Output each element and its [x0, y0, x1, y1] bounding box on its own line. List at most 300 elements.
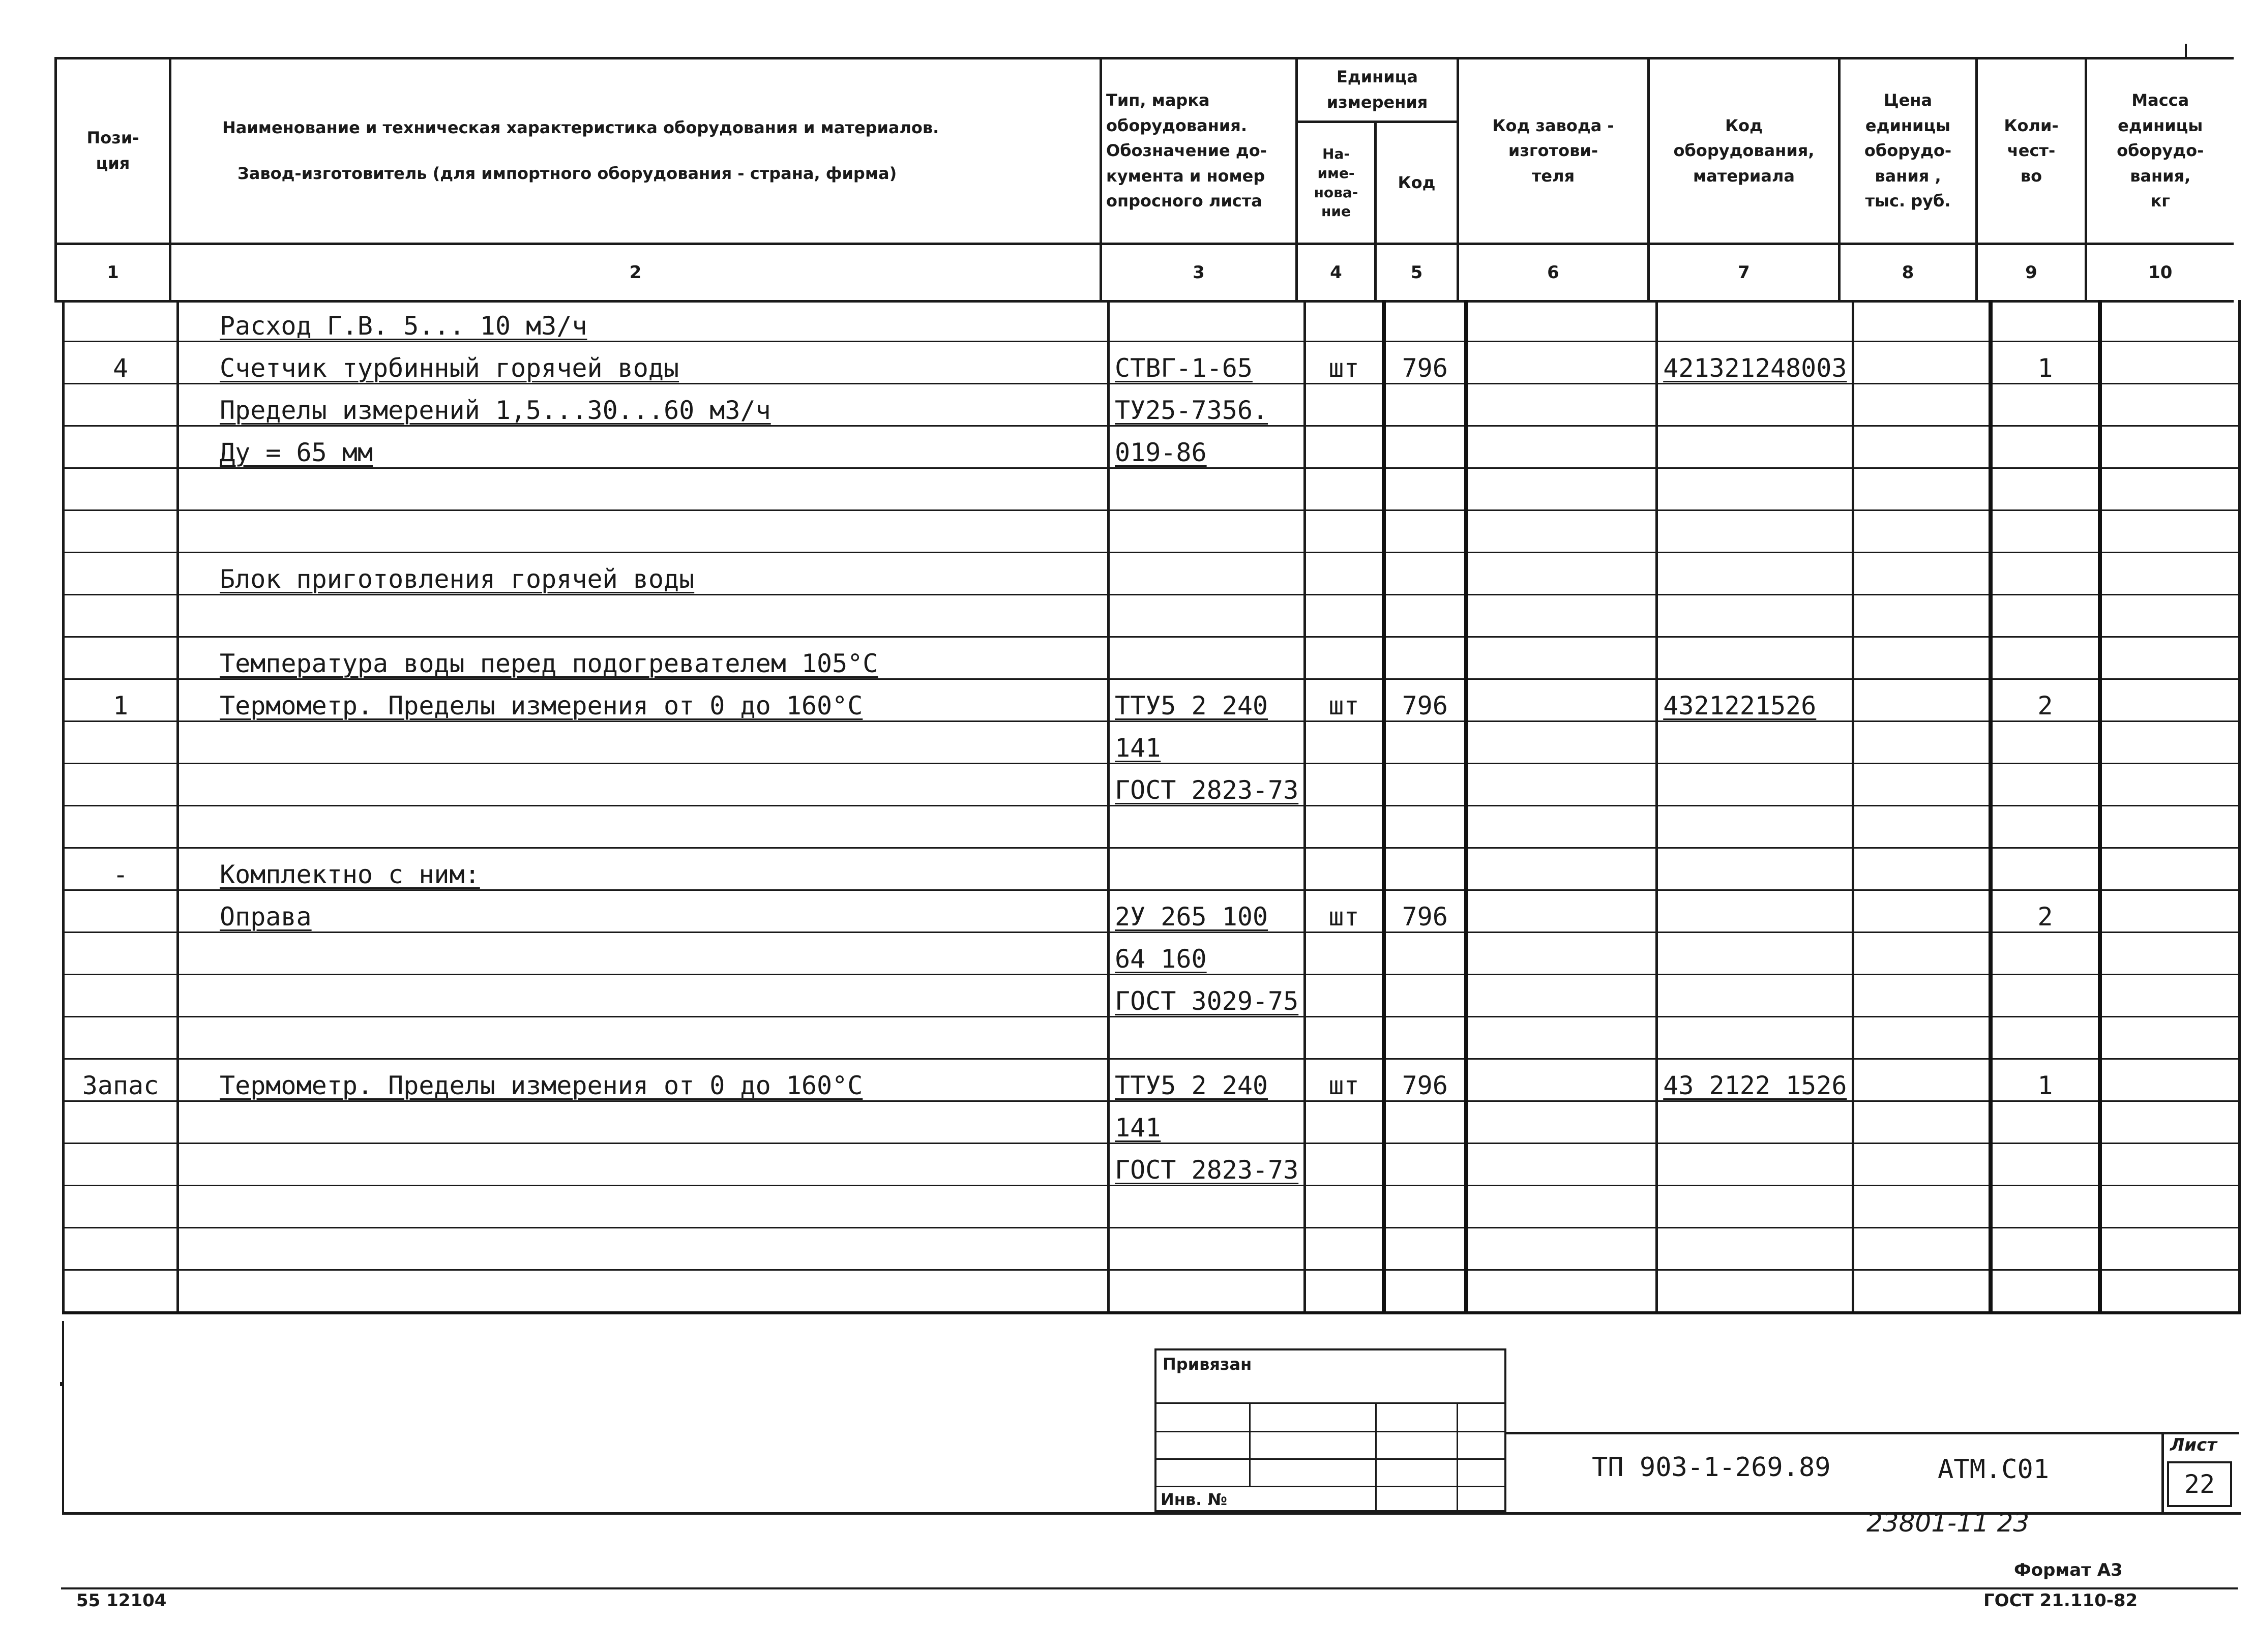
cell-name-text: Счетчик турбинный горячей воды — [220, 353, 679, 383]
cell-type — [1109, 1228, 1305, 1270]
cell-price — [1853, 300, 1991, 342]
cell-price — [1853, 510, 1991, 553]
cell-mass — [2100, 1144, 2240, 1186]
col-num-4: 4 — [1297, 244, 1376, 302]
table-row — [64, 933, 2240, 975]
hdr-position: Пози- ция — [56, 58, 170, 244]
cell-equip-code — [1657, 553, 1853, 595]
cell-name — [178, 300, 1109, 342]
cell-plant-code — [1466, 933, 1657, 975]
cell-type — [1109, 1059, 1305, 1101]
cell-price — [1853, 890, 1991, 933]
cell-type-text: 141 — [1115, 1113, 1161, 1143]
cell-plant-code — [1466, 806, 1657, 848]
cell-unit-code — [1384, 510, 1466, 553]
cell-price — [1853, 1186, 1991, 1228]
cell-unit-text: шт — [1328, 1071, 1359, 1100]
cell-qty-text: 1 — [2037, 1071, 2053, 1100]
cell-qty — [1991, 764, 2100, 806]
cell-plant-code — [1466, 1186, 1657, 1228]
cell-unit-code — [1384, 1017, 1466, 1059]
cell-name — [178, 553, 1109, 595]
cell-position — [64, 637, 178, 679]
cell-equip-code — [1657, 722, 1853, 764]
cell-type — [1109, 1144, 1305, 1186]
inventory-label: Инв. № — [1161, 1490, 1227, 1509]
cell-name — [178, 384, 1109, 426]
cell-price — [1853, 764, 1991, 806]
cell-plant-code — [1466, 595, 1657, 637]
cell-type — [1109, 1101, 1305, 1144]
hdr-unit-group: Единица измерения — [1297, 58, 1458, 122]
document-code: ТП 903-1-269.89 — [1592, 1452, 1831, 1483]
cell-price — [1853, 384, 1991, 426]
cell-unit-code — [1384, 1186, 1466, 1228]
cell-mass — [2100, 722, 2240, 764]
cell-equip-code-text: 4321221526 — [1663, 691, 1817, 720]
cell-type — [1109, 679, 1305, 722]
cell-position — [64, 933, 178, 975]
cell-type — [1109, 975, 1305, 1017]
cell-name — [178, 510, 1109, 553]
cell-type — [1109, 426, 1305, 468]
cell-name — [178, 679, 1109, 722]
cell-unit-code — [1384, 1101, 1466, 1144]
cell-name — [178, 722, 1109, 764]
table-row — [64, 342, 2240, 384]
cell-position — [64, 890, 178, 933]
cell-equip-code — [1657, 933, 1853, 975]
cell-name — [178, 1270, 1109, 1313]
cell-plant-code — [1466, 468, 1657, 510]
cell-unit — [1305, 342, 1384, 384]
footer-line — [61, 1587, 2238, 1589]
cell-unit-code-text: 796 — [1402, 691, 1448, 720]
cell-unit-code — [1384, 764, 1466, 806]
cell-type — [1109, 553, 1305, 595]
cell-equip-code — [1657, 1270, 1853, 1313]
cell-plant-code — [1466, 1017, 1657, 1059]
sheet-number: 22 — [2167, 1461, 2232, 1507]
cell-equip-code — [1657, 764, 1853, 806]
cell-mass — [2100, 300, 2240, 342]
cell-qty — [1991, 806, 2100, 848]
footer-standard: ГОСТ 21.110-82 — [1983, 1590, 2138, 1611]
table-row — [64, 679, 2240, 722]
cell-position — [64, 300, 178, 342]
cell-qty — [1991, 510, 2100, 553]
cell-qty-text: 2 — [2037, 691, 2053, 720]
cell-qty — [1991, 637, 2100, 679]
cell-position — [64, 1144, 178, 1186]
cell-unit — [1305, 1228, 1384, 1270]
title-block-line — [1506, 1432, 2239, 1434]
col-num-3: 3 — [1101, 244, 1297, 302]
cell-equip-code — [1657, 595, 1853, 637]
cell-unit-code-text: 796 — [1402, 902, 1448, 932]
table-row — [64, 426, 2240, 468]
cell-mass — [2100, 1101, 2240, 1144]
cell-unit — [1305, 848, 1384, 890]
cell-type — [1109, 468, 1305, 510]
cell-price — [1853, 553, 1991, 595]
cell-type — [1109, 890, 1305, 933]
cell-position — [64, 595, 178, 637]
sheet-box — [2161, 1432, 2238, 1512]
cell-qty-text: 2 — [2037, 902, 2053, 932]
table-row — [64, 848, 2240, 890]
cell-qty — [1991, 595, 2100, 637]
header-table — [54, 57, 2234, 303]
table-row — [64, 553, 2240, 595]
cell-position — [64, 384, 178, 426]
format-label: Формат А3 — [2014, 1560, 2123, 1580]
cell-qty — [1991, 975, 2100, 1017]
cell-mass — [2100, 890, 2240, 933]
cell-equip-code — [1657, 806, 1853, 848]
cell-type — [1109, 342, 1305, 384]
cell-unit — [1305, 1017, 1384, 1059]
cell-unit — [1305, 426, 1384, 468]
cell-type — [1109, 595, 1305, 637]
cell-plant-code — [1466, 384, 1657, 426]
cell-unit-code — [1384, 806, 1466, 848]
cell-equip-code — [1657, 890, 1853, 933]
hdr-type: Тип, марка оборудования. Обозначение до- кумента и номер опросного листа — [1101, 58, 1297, 244]
cell-name-text: Комплектно с ним: — [220, 860, 480, 889]
cell-position — [64, 679, 178, 722]
cell-position-text: 4 — [112, 353, 129, 383]
col-num-9: 9 — [1977, 244, 2086, 302]
cell-type — [1109, 300, 1305, 342]
cell-plant-code — [1466, 890, 1657, 933]
cell-price — [1853, 595, 1991, 637]
cell-type — [1109, 1270, 1305, 1313]
cell-name-text: Ду = 65 мм — [220, 438, 373, 467]
cell-equip-code — [1657, 1059, 1853, 1101]
cell-equip-code — [1657, 426, 1853, 468]
cell-unit-code — [1384, 595, 1466, 637]
document-mark: АТМ.С01 — [1938, 1454, 2050, 1485]
cell-unit — [1305, 679, 1384, 722]
hdr-name: Наименование и техническая характеристика оборудования и материалов. Завод-изготовитель (для импортного оборудования - страна, фирма) — [170, 58, 1101, 244]
cell-qty — [1991, 1017, 2100, 1059]
cell-type-text: 64 160 — [1115, 944, 1207, 974]
cell-plant-code — [1466, 1144, 1657, 1186]
cell-unit — [1305, 1144, 1384, 1186]
table-row — [64, 1101, 2240, 1144]
stamp-vline — [1457, 1402, 1458, 1512]
cell-mass — [2100, 1017, 2240, 1059]
cell-qty — [1991, 1059, 2100, 1101]
cell-position — [64, 342, 178, 384]
cell-position — [64, 806, 178, 848]
cell-name — [178, 637, 1109, 679]
cell-unit — [1305, 510, 1384, 553]
cell-unit — [1305, 1270, 1384, 1313]
cell-equip-code — [1657, 1228, 1853, 1270]
spec-table — [62, 300, 2241, 1314]
cell-position — [64, 1059, 178, 1101]
cell-unit-code-text: 796 — [1402, 353, 1448, 383]
cell-type — [1109, 384, 1305, 426]
cell-type-text: 019-86 — [1115, 438, 1207, 467]
cell-mass — [2100, 975, 2240, 1017]
cell-equip-code — [1657, 342, 1853, 384]
cell-type-text: ТТУ5 2 240 — [1115, 1071, 1268, 1100]
cell-unit — [1305, 595, 1384, 637]
cell-mass — [2100, 848, 2240, 890]
table-row — [64, 468, 2240, 510]
cell-equip-code — [1657, 384, 1853, 426]
cell-type — [1109, 722, 1305, 764]
cell-equip-code — [1657, 975, 1853, 1017]
cell-price — [1853, 1270, 1991, 1313]
cell-unit-code — [1384, 1228, 1466, 1270]
cell-price — [1853, 933, 1991, 975]
cell-name-text: Блок приготовления горячей воды — [220, 564, 695, 594]
table-row — [64, 1017, 2240, 1059]
cell-name — [178, 890, 1109, 933]
table-row — [64, 1228, 2240, 1270]
cell-plant-code — [1466, 1059, 1657, 1101]
cell-mass — [2100, 468, 2240, 510]
cell-type — [1109, 764, 1305, 806]
table-row — [64, 510, 2240, 553]
cell-unit — [1305, 1059, 1384, 1101]
hdr-mass: Масса единицы оборудо- вания, кг — [2086, 58, 2234, 244]
cell-mass — [2100, 637, 2240, 679]
cell-position — [64, 468, 178, 510]
stamp-line — [1156, 1431, 1504, 1432]
cell-unit — [1305, 933, 1384, 975]
cell-price — [1853, 722, 1991, 764]
cell-qty — [1991, 342, 2100, 384]
cell-unit — [1305, 806, 1384, 848]
cell-unit-code — [1384, 468, 1466, 510]
cell-qty — [1991, 384, 2100, 426]
cell-plant-code — [1466, 722, 1657, 764]
cell-equip-code — [1657, 848, 1853, 890]
cell-unit — [1305, 764, 1384, 806]
cell-qty — [1991, 890, 2100, 933]
table-row — [64, 764, 2240, 806]
cell-plant-code — [1466, 426, 1657, 468]
table-row — [64, 595, 2240, 637]
cell-qty — [1991, 848, 2100, 890]
col-num-2: 2 — [170, 244, 1101, 302]
cell-unit-code — [1384, 1144, 1466, 1186]
cell-mass — [2100, 342, 2240, 384]
cell-unit-code — [1384, 1059, 1466, 1101]
cell-unit-code — [1384, 890, 1466, 933]
cell-unit-text: шт — [1328, 691, 1359, 720]
cell-type-text: ГОСТ 2823-73 — [1115, 1155, 1299, 1185]
cell-type — [1109, 510, 1305, 553]
cell-name — [178, 468, 1109, 510]
cell-unit-code — [1384, 975, 1466, 1017]
cell-name — [178, 975, 1109, 1017]
cell-plant-code — [1466, 764, 1657, 806]
cell-unit-text: шт — [1328, 902, 1359, 932]
cell-mass — [2100, 764, 2240, 806]
cell-position — [64, 722, 178, 764]
cell-name — [178, 1144, 1109, 1186]
stamp-vline — [1375, 1402, 1377, 1512]
cell-qty — [1991, 468, 2100, 510]
cell-position — [64, 1270, 178, 1313]
stamp-vline — [1249, 1402, 1251, 1486]
cell-type-text: ТТУ5 2 240 — [1115, 691, 1268, 720]
cell-price — [1853, 806, 1991, 848]
cell-equip-code — [1657, 679, 1853, 722]
cell-type — [1109, 637, 1305, 679]
cell-plant-code — [1466, 1228, 1657, 1270]
table-row — [64, 890, 2240, 933]
cell-unit-code — [1384, 426, 1466, 468]
cell-mass — [2100, 679, 2240, 722]
cell-unit-code — [1384, 1270, 1466, 1313]
stamp-line — [1156, 1486, 1504, 1487]
cell-qty — [1991, 300, 2100, 342]
hdr-unit-name: На- име- нова- ние — [1297, 122, 1376, 244]
cell-mass — [2100, 1228, 2240, 1270]
cell-price — [1853, 1144, 1991, 1186]
cell-unit-code — [1384, 300, 1466, 342]
cell-type-text: ТУ25-7356. — [1115, 396, 1268, 425]
cell-mass — [2100, 1186, 2240, 1228]
col-num-7: 7 — [1649, 244, 1840, 302]
table-row — [64, 1186, 2240, 1228]
cell-position-text: 1 — [112, 691, 129, 720]
bottom-frame — [62, 1321, 2241, 1515]
cell-unit — [1305, 468, 1384, 510]
cell-price — [1853, 1228, 1991, 1270]
cell-plant-code — [1466, 510, 1657, 553]
col-num-1: 1 — [56, 244, 170, 302]
cell-mass — [2100, 384, 2240, 426]
cell-qty — [1991, 933, 2100, 975]
cell-type — [1109, 806, 1305, 848]
cell-unit — [1305, 722, 1384, 764]
cell-unit — [1305, 1186, 1384, 1228]
cell-name — [178, 806, 1109, 848]
cell-equip-code — [1657, 300, 1853, 342]
table-row — [64, 1144, 2240, 1186]
table-row — [64, 975, 2240, 1017]
cell-price — [1853, 426, 1991, 468]
table-row — [64, 384, 2240, 426]
cell-mass — [2100, 426, 2240, 468]
cell-qty — [1991, 679, 2100, 722]
corner-tick — [2185, 44, 2187, 58]
cell-position — [64, 553, 178, 595]
cell-name-text: Оправа — [220, 902, 312, 932]
cell-name — [178, 1186, 1109, 1228]
cell-equip-code — [1657, 1186, 1853, 1228]
cell-position — [64, 848, 178, 890]
cell-qty — [1991, 1101, 2100, 1144]
cell-qty — [1991, 1186, 2100, 1228]
cell-qty — [1991, 722, 2100, 764]
col-num-8: 8 — [1840, 244, 1977, 302]
cell-qty — [1991, 1144, 2100, 1186]
stamp-line — [1156, 1458, 1504, 1460]
cell-plant-code — [1466, 553, 1657, 595]
cell-unit-code-text: 796 — [1402, 1071, 1448, 1100]
cell-mass — [2100, 510, 2240, 553]
cell-mass — [2100, 806, 2240, 848]
cell-type-text: СТВГ-1-65 — [1115, 353, 1253, 383]
cell-unit — [1305, 890, 1384, 933]
cell-plant-code — [1466, 679, 1657, 722]
cell-name — [178, 1017, 1109, 1059]
cell-name — [178, 933, 1109, 975]
cell-type — [1109, 1017, 1305, 1059]
cell-unit — [1305, 384, 1384, 426]
cell-price — [1853, 1017, 1991, 1059]
cell-position — [64, 975, 178, 1017]
cell-name — [178, 342, 1109, 384]
cell-type — [1109, 1186, 1305, 1228]
sheet-label: Лист — [2170, 1435, 2217, 1455]
cell-equip-code — [1657, 468, 1853, 510]
footer-left-code: 55 12104 — [76, 1590, 167, 1611]
cell-qty — [1991, 1270, 2100, 1313]
cell-equip-code — [1657, 637, 1853, 679]
cell-equip-code-text: 43 2122 1526 — [1663, 1071, 1847, 1100]
cell-name-text: Расход Г.В. 5... 10 м3/ч — [220, 311, 587, 341]
cell-unit-code — [1384, 342, 1466, 384]
cell-unit-code — [1384, 553, 1466, 595]
cell-unit — [1305, 553, 1384, 595]
table-row — [64, 1270, 2240, 1313]
cell-plant-code — [1466, 1101, 1657, 1144]
col-num-10: 10 — [2086, 244, 2234, 302]
cell-qty — [1991, 553, 2100, 595]
cell-price — [1853, 468, 1991, 510]
table-row — [64, 722, 2240, 764]
cell-price — [1853, 679, 1991, 722]
cell-unit — [1305, 1101, 1384, 1144]
cell-unit-code — [1384, 679, 1466, 722]
cell-equip-code — [1657, 1144, 1853, 1186]
cell-equip-code-text: 421321248003 — [1663, 353, 1847, 383]
cell-name — [178, 1228, 1109, 1270]
hdr-qty: Коли- чест- во — [1977, 58, 2086, 244]
cell-unit-code — [1384, 848, 1466, 890]
cell-position — [64, 1017, 178, 1059]
cell-position — [64, 764, 178, 806]
table-row — [64, 806, 2240, 848]
cell-plant-code — [1466, 1270, 1657, 1313]
cell-qty-text: 1 — [2037, 353, 2053, 383]
cell-plant-code — [1466, 342, 1657, 384]
cell-equip-code — [1657, 1101, 1853, 1144]
table-row — [64, 300, 2240, 342]
cell-name-text: Пределы измерений 1,5...30...60 м3/ч — [220, 396, 771, 425]
cell-price — [1853, 1059, 1991, 1101]
cell-unit-code — [1384, 933, 1466, 975]
cell-position — [64, 510, 178, 553]
hdr-plant-code: Код завода - изготови- теля — [1458, 58, 1649, 244]
binding-stamp — [1154, 1348, 1506, 1512]
cell-equip-code — [1657, 510, 1853, 553]
col-num-5: 5 — [1376, 244, 1458, 302]
cell-price — [1853, 848, 1991, 890]
table-row — [64, 637, 2240, 679]
cell-mass — [2100, 595, 2240, 637]
